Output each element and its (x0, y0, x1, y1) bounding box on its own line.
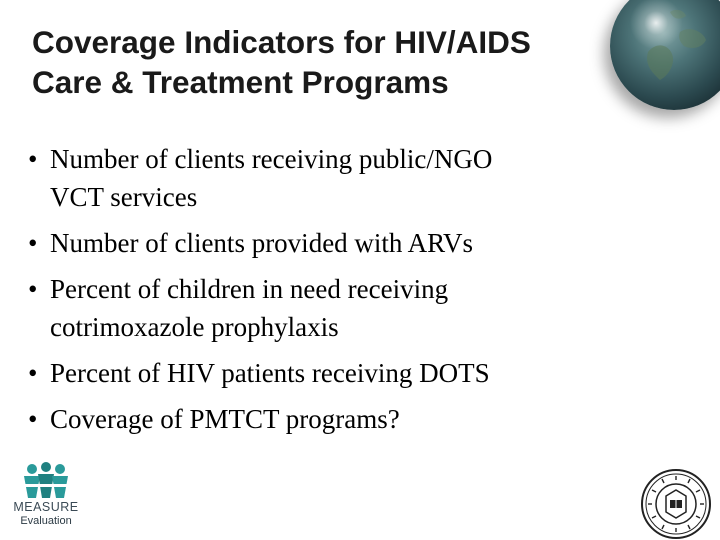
bullet-text: Number of clients provided with ARVs (50, 228, 474, 258)
bullet-item (28, 224, 628, 262)
bullet-item (28, 140, 628, 216)
logo-wordmark: MEASURE (13, 500, 79, 514)
bullet-dot: • (28, 358, 38, 388)
bullet-list (28, 140, 628, 446)
bullet-text-continued: cotrimoxazole prophylaxis (50, 312, 339, 342)
university-seal-icon (640, 468, 712, 540)
bullet-text: Coverage of PMTCT programs? (50, 404, 400, 434)
bullet-dot: • (28, 144, 38, 174)
bullet-text-continued: VCT services (50, 182, 198, 212)
title-line-2: Care & Treatment Programs (32, 64, 449, 100)
bullet-dot: • (28, 274, 38, 304)
bullet-item (28, 354, 628, 392)
bullet-item (28, 270, 628, 346)
bullet-item (28, 400, 628, 438)
bullet-text: Percent of HIV patients receiving DOTS (50, 358, 490, 388)
measure-evaluation-logo (10, 462, 82, 534)
logo-subtitle: Evaluation (20, 515, 72, 527)
bullet-text: Number of clients receiving public/NGO (50, 144, 493, 174)
bullet-dot: • (28, 404, 38, 434)
title-line-1: Coverage Indicators for HIV/AIDS (32, 24, 531, 60)
people-figures-icon (10, 462, 82, 502)
bullet-text: Percent of children in need receiving (50, 274, 449, 304)
slide-title (32, 22, 652, 102)
bullet-dot: • (28, 228, 38, 258)
